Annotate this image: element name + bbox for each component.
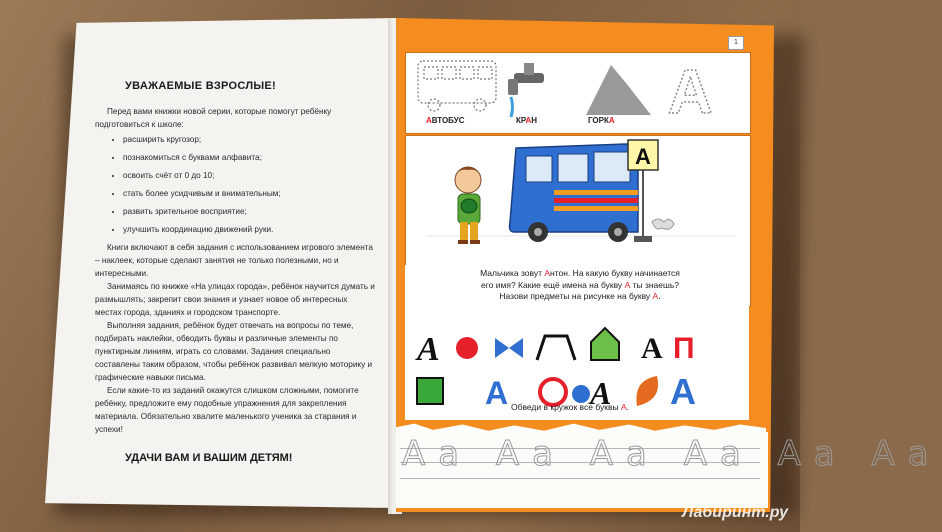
bullet-item: • стать более усидчивым и внимательным; — [123, 187, 375, 200]
question-line: Назови предметы на рисунке на букву А. — [499, 291, 661, 301]
apple-icon — [456, 337, 478, 359]
exhaust-smoke-icon — [652, 219, 674, 229]
glyph-letter-a: А — [590, 375, 612, 411]
bus-outline-icon — [418, 61, 496, 111]
bus-illustration — [510, 144, 639, 242]
sign-letter-a: А — [635, 144, 651, 169]
bullet-item: • развить зрительное восприятие; — [123, 205, 375, 218]
glyph-letter-a: А — [485, 375, 509, 411]
tracing-letters: Аа Аа Аа Аа Аа Аа — [402, 434, 942, 474]
paragraph: Занимаясь по книжке «На улицах города», ребёнок научится думать и размышлять; закрепит свои знания и узнает новое об интересных местах города, зданиях и городском транспорте. — [95, 282, 375, 317]
bullet-item: • расширить кругозор; — [123, 133, 375, 146]
word-hill: ГОРКА — [588, 116, 615, 125]
dotted-letter-a: А — [668, 58, 713, 127]
watermark: Лабиринт.ру — [682, 504, 788, 521]
house-icon — [591, 328, 619, 360]
glyph-letter-p: П — [673, 332, 695, 365]
paragraph: Если какие-то из заданий окажутся слишком сложными, помогите ребёнку, предложите ему подобные упражнения для закрепления материала. Обязательно хвалите маленького ученика за старания и успехи! — [95, 386, 359, 434]
bow-icon — [495, 338, 523, 358]
boy-anton-illustration — [454, 167, 482, 244]
bullet-item: • освоить счёт от 0 до 10; — [123, 169, 375, 182]
glyph-letter-a: А — [417, 331, 440, 368]
cube-icon — [417, 378, 443, 404]
hill-icon — [586, 65, 651, 115]
glyph-letter-a: А — [641, 332, 663, 365]
paragraph: Книги включают в себя задания с использованием игрового элемента – наклеек, которые сделают занятия не только полезными, но и интересными. — [95, 243, 373, 278]
question-line: его имя? Какие ещё имена на букву А ты знаешь? — [481, 279, 679, 290]
glyph-letter-a: А — [670, 371, 696, 412]
closing-line: УДАЧИ ВАМ И ВАШИМ ДЕТЯМ! — [125, 452, 293, 464]
question-text — [420, 268, 740, 303]
page-number: 1 — [728, 36, 744, 50]
word-bus: АВТОБУС — [426, 116, 465, 125]
question-line: Мальчика зовут Антон. На какую букву начинается — [480, 268, 680, 278]
guide-line — [400, 478, 760, 479]
circle-task-text: Обведи в кружок все буквы А. — [510, 402, 630, 412]
intro-paragraph: Перед вами книжки новой серии, которые помогут ребёнку подготовиться к школе: — [95, 107, 332, 129]
faucet-icon — [508, 63, 544, 117]
left-page-title: УВАЖАЕМЫЕ ВЗРОСЛЫЕ! — [125, 80, 277, 92]
left-page-text — [95, 80, 375, 465]
bridge-icon — [537, 336, 575, 360]
bullet-item: • познакомиться с буквами алфавита; — [123, 151, 375, 164]
word-crane: КРАН — [516, 116, 538, 125]
marble-icon — [572, 385, 590, 403]
paragraph: Выполняя задания, ребёнок будет отвечать на вопросы по теме, подбирать наклейки, обводить буквы и различные элементы по пунктирным линиям, играть со словами. Задания специально составлены таким образом, чтобы ребёнок развивал мелкую моторику и графические навыки письма. — [95, 321, 373, 382]
bullet-item: • улучшить координацию движений руки. — [123, 223, 375, 236]
bullet-list — [95, 133, 375, 236]
